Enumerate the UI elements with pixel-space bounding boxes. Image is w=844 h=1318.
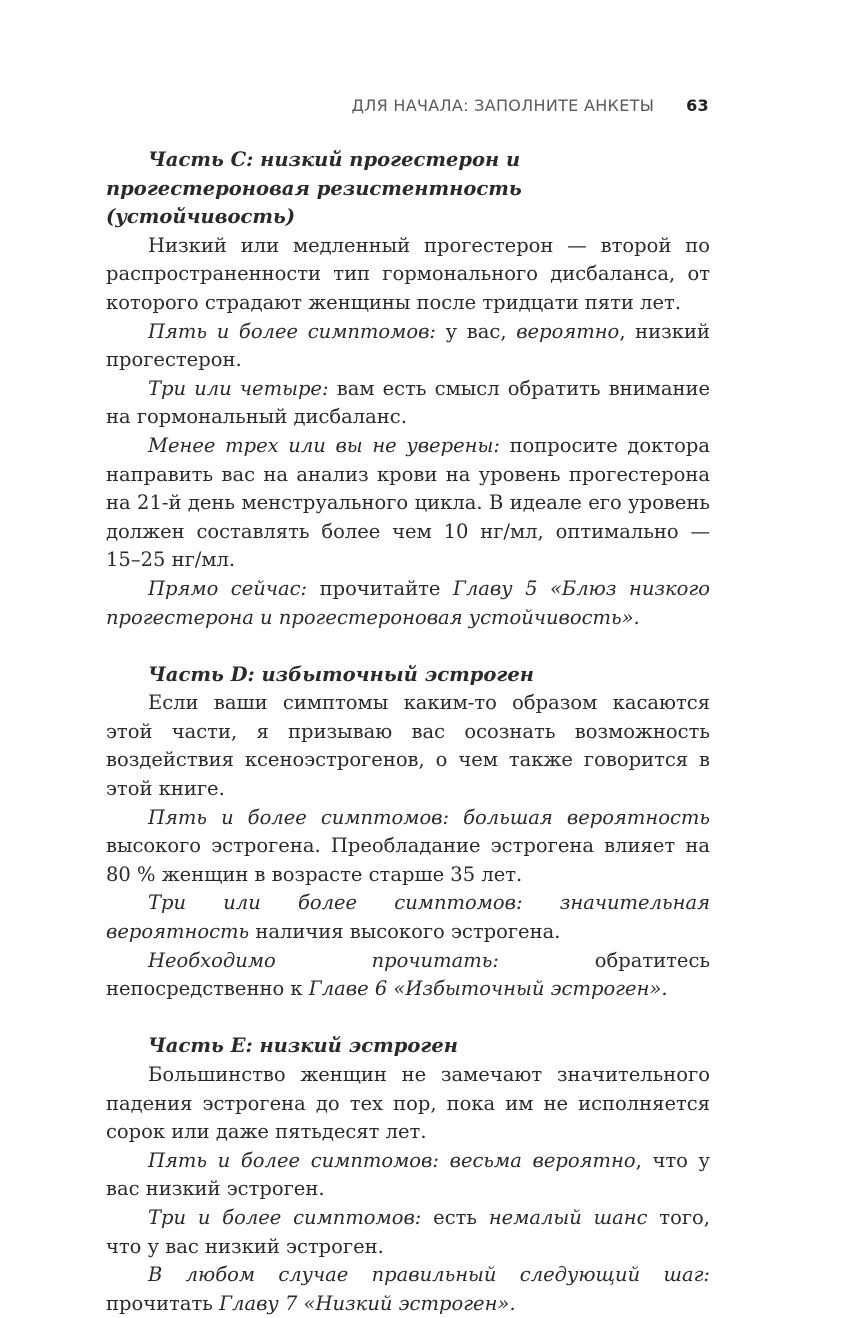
chapter-reference: Главе 6 «Избыточный эстроген». [308,977,668,1001]
text-run: Три или более симптомов: значительная вероятность [106,891,710,944]
paragraph [106,804,710,890]
text-run: Менее трех или вы не уверены: [148,433,500,457]
text-run: Три и более симптомов: [148,1205,422,1229]
text-run: прочитать [106,1291,220,1315]
text-run: Пять и более симптомов: [148,319,436,343]
section-title: Часть E: низкий эстроген [148,1034,458,1058]
paragraph [106,432,710,575]
section-part-e [106,1032,710,1318]
text-run: Пять и более симптомов: большая вероятность [148,805,710,829]
paragraph [106,1261,710,1318]
section-title: Часть D: избыточный эстроген [148,662,534,686]
paragraph [106,1204,710,1261]
text-run: попросите доктора направить вас на анализ крови на уровень прогестерона на 21-й день менструального цикла. В идеале его уровень должен составлять более чем 10 нг/мл, оптимально — 15–25 нг/мл. [106,433,710,572]
text-run: наличия высокого эстрогена. [249,920,561,944]
text-run: Если ваши симптомы каким-то образом касаются этой части, я призываю вас осознать возможность воздействия ксеноэстрогенов, о чем также говорится в этой книге. [106,691,710,801]
paragraph [106,575,710,632]
text-run: вероятно [516,319,620,343]
section-part-c [106,146,710,632]
text-run: немалый шанс [488,1205,648,1229]
text-run: В любом случае правильный следующий шаг: [148,1263,710,1287]
text-run: , низкий прогестерон. [106,319,710,372]
body-text [106,146,710,1318]
text-run: высокого эстрогена. Преобладание эстрогена влияет на 80 % женщин в возрасте старше 35 лет. [106,834,710,886]
paragraph [106,318,710,375]
text-run: Большинство женщин не замечают значительного падения эстрогена до тех пор, пока им не исполняется сорок или даже пятьдесят лет. [106,1063,710,1144]
text-run: , что у вас низкий эстроген. [106,1148,710,1201]
chapter-reference: Главу 5 «Блюз низкого прогестерона и прогестероновая устойчивость». [106,576,710,629]
running-title: ДЛЯ НАЧАЛА: ЗАПОЛНИТЕ АНКЕТЫ [351,96,655,115]
paragraph [106,689,710,803]
section-part-d [106,661,710,1004]
paragraph [106,1061,710,1147]
text-run: Прямо сейчас: [148,576,308,600]
running-header [108,96,709,120]
text-run: Три или четыре: [148,376,329,400]
text-run: Необходимо прочитать: [148,948,499,972]
paragraph [106,947,710,1004]
paragraph [106,889,710,946]
paragraph [106,1147,710,1204]
text-run: обратитесь непосредственно к [106,948,710,1001]
paragraph [106,232,710,318]
paragraph [106,375,710,432]
text-run: у вас, [436,319,517,343]
chapter-reference: Главу 7 «Низкий эстроген». [219,1291,516,1315]
section-title: Часть C: низкий прогестерон и прогестероновая резистентность (устойчивость) [106,148,522,229]
text-run: Низкий или медленный прогестерон — второй по распространенности тип гормонального дисбаланса, от которого страдают женщины после тридцати пяти лет. [106,233,710,314]
text-run: вам есть смысл обратить внимание на гормональный дисбаланс. [106,376,710,429]
text-run: прочитайте [307,576,453,600]
page-number: 63 [686,96,709,115]
text-run: Пять и более симптомов: весьма вероятно [148,1148,636,1172]
text-run: того, что у вас низкий эстроген. [106,1205,710,1258]
text-run: есть [421,1205,489,1229]
